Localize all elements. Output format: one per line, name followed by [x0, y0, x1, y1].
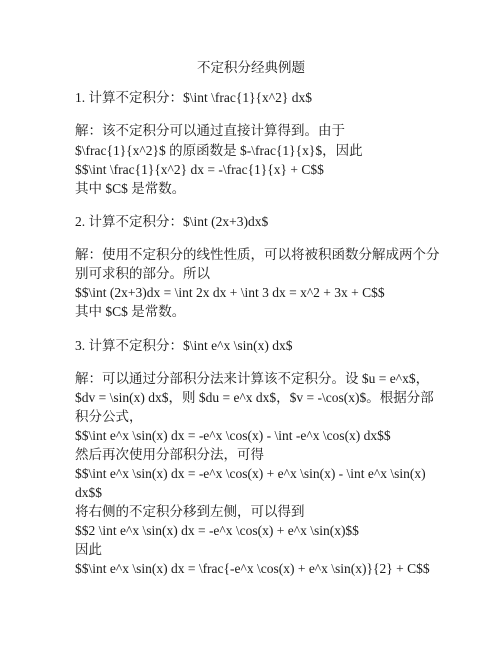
solution-2-line-1: 解：使用不定积分的线性性质，可以将被积函数分解成两个分 [75, 247, 440, 262]
solution-2-line-2: 别可求积的部分。所以 [75, 266, 210, 281]
solution-2-note: 其中 $C$ 是常数。 [75, 304, 186, 319]
solution-3-formula-2: $$\int e^x \sin(x) dx = -e^x \cos(x) + e^x \sin(x) - \int e^x \sin(x) [75, 466, 426, 481]
solution-3-line-6: 因此 [75, 542, 102, 557]
solution-2-formula: $$\int (2x+3)dx = \int 2x dx + \int 3 dx = x^2 + 3x + C$$ [75, 285, 385, 300]
document-title: 不定积分经典例题 [197, 60, 305, 75]
solution-1-formula: $$\int \frac{1}{x^2} dx = -\frac{1}{x} + C$$ [75, 162, 324, 177]
solution-3-formula-3: $$2 \int e^x \sin(x) dx = -e^x \cos(x) + e^x \sin(x)$$ [75, 523, 359, 538]
problem-1-heading: 1. 计算不定积分：$\int \frac{1}{x^2} dx$ [75, 90, 312, 105]
solution-3-formula-2-cont: dx$$ [75, 485, 102, 500]
solution-3-formula-1: $$\int e^x \sin(x) dx = -e^x \cos(x) - \int -e^x \cos(x) dx$$ [75, 428, 391, 443]
problem-2-heading: 2. 计算不定积分：$\int (2x+3)dx$ [75, 214, 269, 229]
solution-1-line-2: $\frac{1}{x^2}$ 的原函数是 $-\frac{1}{x}$，因此 [75, 143, 363, 158]
solution-1-note: 其中 $C$ 是常数。 [75, 181, 186, 196]
solution-3-formula-4: $$\int e^x \sin(x) dx = \frac{-e^x \cos(x) + e^x \sin(x)}{2} + C$$ [75, 561, 430, 576]
solution-3-line-3: 积分公式， [75, 409, 143, 424]
solution-3-line-1: 解：可以通过分部积分法来计算该不定积分。设 $u = e^x$， [75, 371, 430, 386]
solution-3-line-2: $dv = \sin(x) dx$，则 $du = e^x dx$，$v = -\cos(x)$。根据分部 [75, 390, 434, 405]
solution-3-line-4: 然后再次使用分部积分法，可得 [75, 447, 264, 462]
solution-1-line-1: 解：该不定积分可以通过直接计算得到。由于 [75, 123, 345, 138]
problem-3-heading: 3. 计算不定积分：$\int e^x \sin(x) dx$ [75, 338, 293, 353]
solution-3-line-5: 将右侧的不定积分移到左侧，可以得到 [75, 504, 305, 519]
